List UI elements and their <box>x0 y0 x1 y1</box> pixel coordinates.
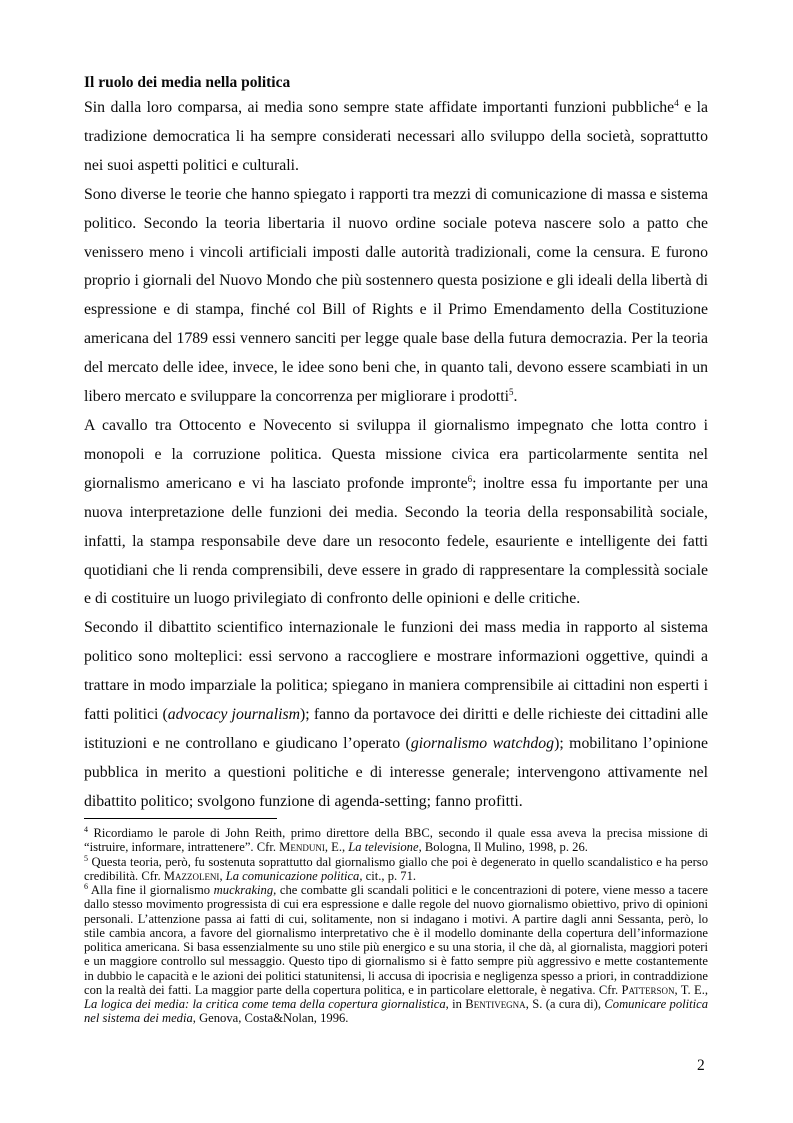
article-title: La logica dei media: la critica come tema della copertura giornalistica <box>84 997 446 1011</box>
author-name: Patterson <box>621 982 675 997</box>
footnotes <box>84 826 708 1026</box>
italic-term: muckraking, <box>213 883 277 897</box>
book-title: Comunicare politica nel sistema dei media <box>84 997 709 1026</box>
author-name: Menduni <box>279 840 325 855</box>
paragraph-2: Sono diverse le teorie che hanno spiegato i rapporti tra mezzi di comunicazione di massa e sistema politico. Secondo la teoria libertaria il nuovo ordine sociale poteva nascere solo a patto che venissero meno i vincoli artificiali imposti dalle autorità tradizionali, come la censura. E furono proprio i giornali del Nuovo Mondo che più sostennero questa posizione e gli ideali della libertà di espressione e di stampa, finché col Bill of Rights e il Primo Emendamento della Costituzione americana del 1789 essi vennero sanciti per legge quale base della futura democrazia. Per la teoria del mercato delle idee, invece, le idee sono beni che, in quanto tali, devono essere scambiati in un libero mercato e sviluppare la concorrenza per migliorare i prodotti$^5$. <box>84 185 708 406</box>
paragraph-1: Sin dalla loro comparsa, ai media sono sempre state affidate importanti funzioni pubbliche$^4$ e la tradizione democratica li ha sempre considerati necessari allo sviluppo della società, soprattutto nei suoi aspetti politici e culturali. <box>84 98 708 174</box>
footnote-number: 6 <box>84 882 88 891</box>
footnote-number: 5 <box>84 853 88 863</box>
italic-term: advocacy journalism <box>167 706 301 724</box>
page-number: 2 <box>697 1057 705 1074</box>
italic-term: giornalismo watchdog <box>410 734 555 752</box>
footnote-ref-6[interactable]: 6 <box>467 473 473 484</box>
book-title: La comunicazione politica, <box>225 868 363 883</box>
body-text <box>84 94 708 817</box>
footnote-4: $^4$ Ricordiamo le parole di John Reith, primo direttore della BBC, secondo il quale essa aveva la precisa missione di “istruire, informare, intrattenere”. Cfr. Menduni, E., La televisione, Bologna, Il Mulino, 1998, p. 26. <box>84 825 708 855</box>
section-title: Il ruolo dei media nella politica <box>84 74 291 91</box>
footnote-number: 4 <box>84 825 88 834</box>
author-name: Mazzoleni <box>163 868 220 883</box>
book-title: La televisione <box>348 840 419 855</box>
footnote-separator <box>84 818 277 819</box>
footnote-6: $^6$ Alla fine il giornalismo muckraking, che combatte gli scandali politici e le concentrazioni di potere, viene messo a tacere dallo stesso movimento progressista di cui era espressione e dalle regole del nuovo giornalismo obiettivo, privo di opinioni personali. L’attenzione passa ai fatti di cui, solitamente, non si indagano i motivi. A partire dagli anni Sessanta, però, lo stile cambia ancora, a favore del giornalismo interpretativo che è il modello dominante della copertura dell’informazione politica americana. Si basa essenzialmente su uno stile più energico e su una storia, il che dà, al giornalista, maggiori poteri e un maggiore controllo sul messaggio. Questo tipo di giornalismo si è fatto sempre più aggressivo e mette costantemente in dubbio le capacità e le azioni dei politici statunitensi, li accusa di ipocrisia e negligenza spesso a priori, in contraddizione con la realtà dei fatti. La maggior parte della copertura politica, e in particolare elettorale, è negativa. Cfr. Patterson, T. E., La logica dei media: la critica come tema della copertura giornalistica, in Bentivegna, S. (a cura di), Comunicare politica nel sistema dei media, Genova, Costa&Nolan, 1996. <box>84 882 709 1026</box>
paragraph-3: A cavallo tra Ottocento e Novecento si sviluppa il giornalismo impegnato che lotta contro i monopoli e la corruzione politica. Questa missione civica era particolarmente sentita nel giornalismo americano e vi ha lasciato profonde impronte$^6$; inoltre essa fu importante per una nuova interpretazione delle funzioni dei media. Secondo la teoria della responsabilità sociale, infatti, la stampa responsabile deve dare un resoconto fedele, esauriente e intelligente dei fatti quotidiani che li renda comprensibili, deve essere in grado di rappresentare la complessità sociale e di costituire un luogo privilegiato di confronto delle opinioni e delle critiche. <box>84 416 708 608</box>
footnote-5: $^5$ Questa teoria, però, fu sostenuta soprattutto dal giornalismo giallo che poi è degenerato in quello scandalistico e ha perso credibilità. Cfr. Mazzoleni, La comunicazione politica, cit., p. 71. <box>84 853 708 883</box>
footnote-ref-5[interactable]: 5 <box>509 387 514 398</box>
footnote-ref-4[interactable]: 4 <box>674 98 679 108</box>
author-name: Bentivegna <box>465 997 526 1011</box>
paragraph-4: Secondo il dibattito scientifico internazionale le funzioni dei mass media in rapporto al sistema politico sono molteplici: essi servono a raccogliere e mostrare informazioni oggettive, quindi a trattare in modo imparziale la politica; spiegano in maniera comprensibile ai cittadini non esperti i fatti politici (advocacy journalism); fanno da portavoce dei diritti e delle richieste dei cittadini alle istituzioni e ne controllano e giudicano l’operato (giornalismo watchdog); mobilitano l’opinione pubblica in merito a questioni politiche e di interesse generale; intervengono attivamente nel dibattito politico; svolgono funzione di agenda-setting; fanno profitti. <box>84 619 708 810</box>
